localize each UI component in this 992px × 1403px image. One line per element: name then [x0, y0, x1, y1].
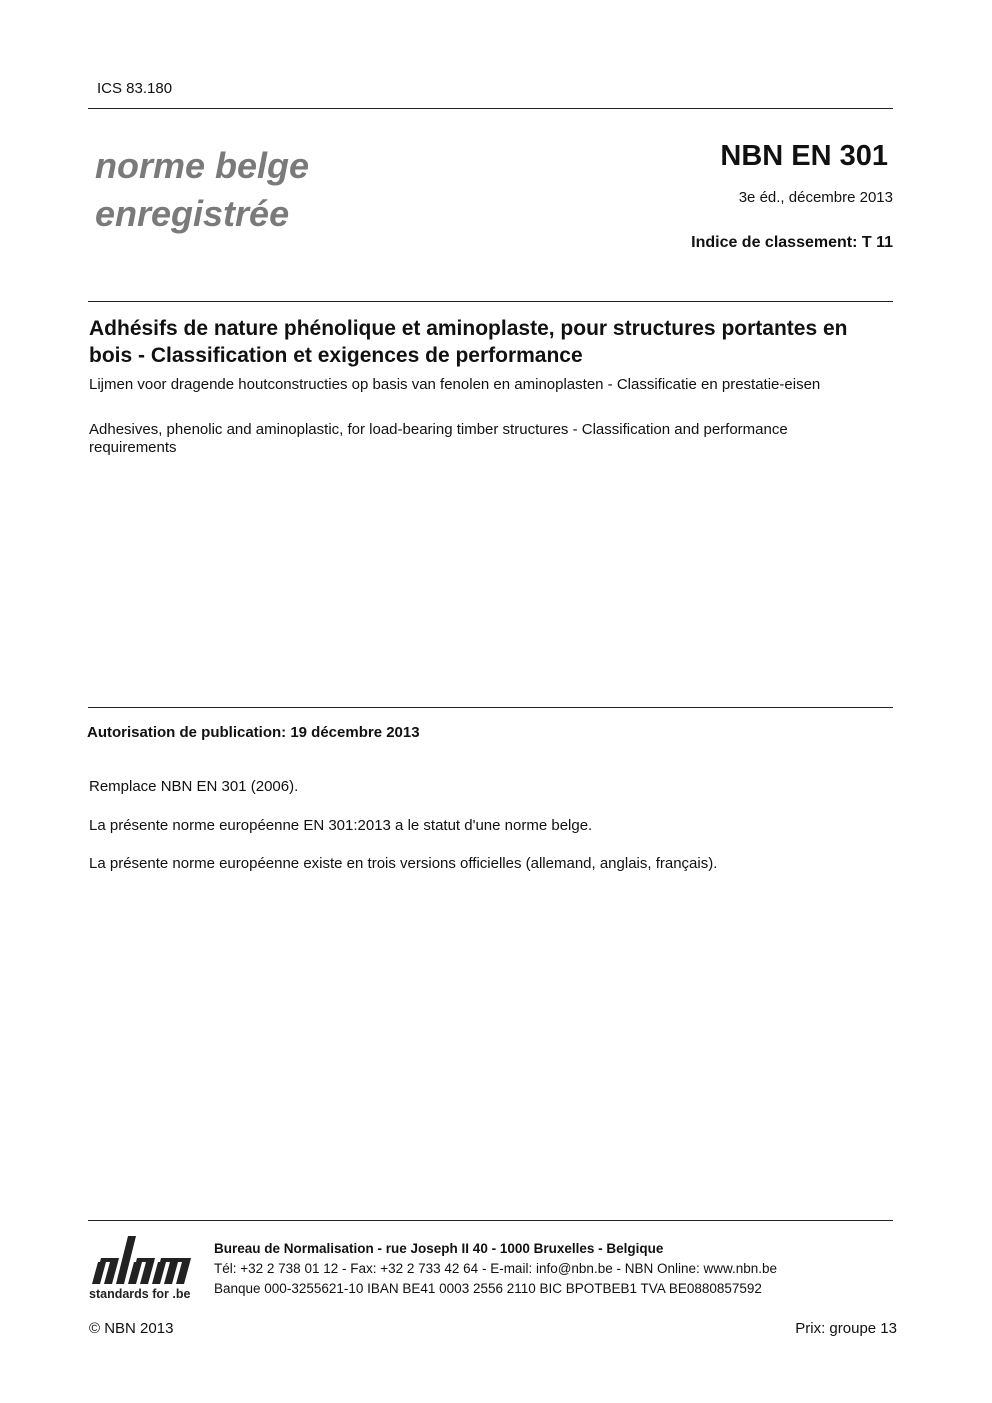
- address-line-organisation: Bureau de Normalisation - rue Joseph II 40 - 1000 Bruxelles - Belgique: [214, 1241, 664, 1256]
- edition-date: 3e éd., décembre 2013: [738, 189, 893, 206]
- publication-authorisation: Autorisation de publication: 19 décembre 2013: [87, 724, 420, 741]
- header-divider: [88, 108, 893, 109]
- logo-tagline: standards for .be: [89, 1287, 191, 1301]
- address-line-contact: Tél: +32 2 738 01 12 - Fax: +32 2 733 42 64 - E-mail: info@nbn.be - NBN Online: www.nbn.be: [214, 1261, 778, 1276]
- price-group: Prix: groupe 13: [795, 1320, 897, 1337]
- status-note: La présente norme européenne EN 301:2013 a le statut d'une norme belge.: [89, 817, 593, 834]
- brand-title: [95, 142, 309, 238]
- footer-divider: [88, 1220, 893, 1221]
- versions-note: La présente norme européenne existe en trois versions officielles (allemand, anglais, français).: [89, 855, 718, 872]
- copyright: © NBN 2013: [89, 1320, 174, 1337]
- brand-line-2: enregistrée: [95, 193, 290, 234]
- title-dutch: Lijmen voor dragende houtconstructies op basis van fenolen en aminoplasten - Classificatie en prestatie-eisen: [89, 376, 821, 393]
- title-english: Adhesives, phenolic and aminoplastic, for load-bearing timber structures - Classification and performance requirements: [89, 421, 788, 456]
- title-divider-bottom: [88, 707, 893, 708]
- ics-code: ICS 83.180: [97, 80, 173, 97]
- classification-index: Indice de classement: T 11: [691, 234, 893, 251]
- title-french: Adhésifs de nature phénolique et aminoplaste, pour structures portantes en bois - Classification et exigences de performance: [89, 317, 848, 367]
- title-divider-top: [88, 301, 893, 302]
- address-line-banking: Banque 000-3255621-10 IBAN BE41 0003 2556 2110 BIC BPOTBEB1 TVA BE0880857592: [214, 1281, 762, 1296]
- standard-number: NBN EN 301: [720, 140, 888, 172]
- brand-line-1: norme belge: [95, 145, 310, 186]
- replaces-note: Remplace NBN EN 301 (2006).: [89, 778, 299, 795]
